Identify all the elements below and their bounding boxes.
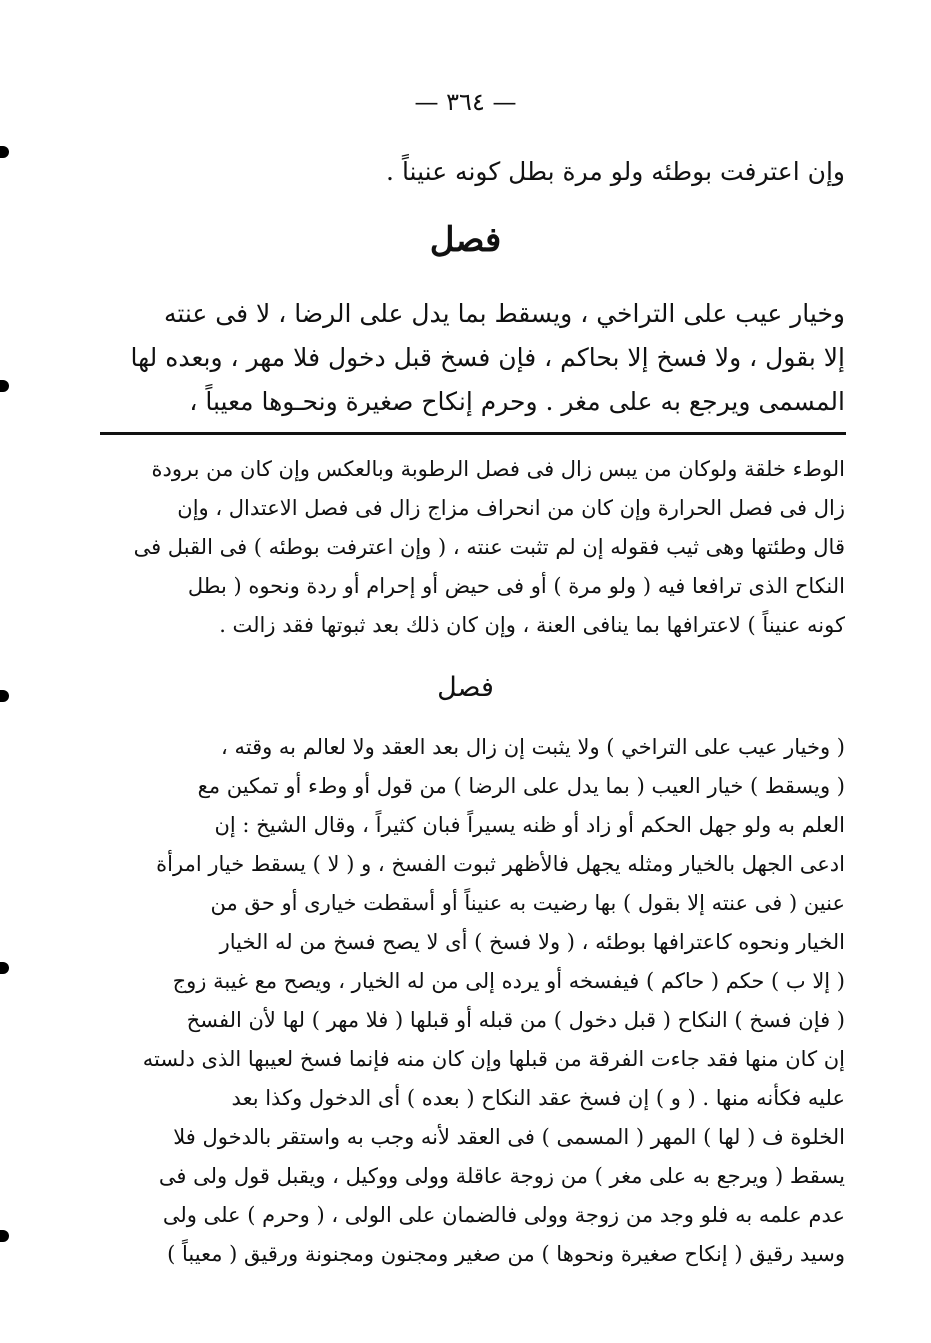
commentary-line: الخيار ونحوه كاعترافها بوطئه ، ( ولا فسخ ) أى لا يصح فسخ من له الخيار <box>219 930 845 954</box>
commentary-line: وسيد رقيق ( إنكاح صغيرة ونحوها ) من صغير ومجنون ومجنونة ورقيق ( معيباً ) <box>167 1242 845 1266</box>
commentary-block-1 <box>85 450 845 645</box>
commentary-line: ( إلا ب ) حكم ( حاكم ) فيفسخه أو يرده إلى من له الخيار ، ويصح مع غيبة زوج <box>172 969 845 993</box>
binding-edge-mark <box>0 146 9 158</box>
commentary-line: عدم علمه به فلو وجد من زوجة وولى فالضمان على الولى ، ( وحرم ) على ولى <box>162 1203 845 1227</box>
commentary-line: إن كان منها فقد جاءت الفرقة من قبلها وإن كان منه فإنما فسخ لعيبها الذى دلسته <box>142 1047 845 1071</box>
matn-top-line: وإن اعترفت بوطئه ولو مرة بطل كونه عنيناً . <box>386 157 845 186</box>
matn-line: وخيار عيب على التراخي ، ويسقط بما يدل على الرضا ، لا فى عنته <box>163 299 845 328</box>
section-heading-main: فصل <box>429 220 502 260</box>
binding-edge-mark <box>0 1230 9 1242</box>
commentary-line: زال فى فصل الحرارة وإن كان من انحراف مزاج زال فى فصل الاعتدال ، وإن <box>177 496 845 520</box>
commentary-line: ( فإن فسخ ) النكاح ( قبل دخول ) من قبله أو قبلها ( فلا مهر ) لها لأن الفسخ <box>186 1008 845 1032</box>
commentary-line: عنين ( فى عنته إلا بقول ) بها رضيت به عنيناً أو أسقطت خيارى أو حق من <box>210 891 845 915</box>
commentary-line: الوطء خلقة ولوكان من يبس زال فى فصل الرطوبة وبالعكس وإن كان من برودة <box>151 457 845 481</box>
commentary-line: ادعى الجهل بالخيار ومثله يجهل فالأظهر ثبوت الفسخ ، و ( لا ) يسقط خيار امرأة <box>156 852 845 876</box>
commentary-line: يسقط ( ويرجع به على مغر ) من زوجة عاقلة وولى ووكيل ، ويقبل قول ولى فى <box>158 1164 845 1188</box>
commentary-line: الخلوة ف ( لها ) المهر ( المسمى ) فى العقد لأنه وجب به واستقر بالدخول فلا <box>173 1125 845 1149</box>
commentary-line: ( وخيار عيب على التراخي ) ولا يثبت إن زال بعد العقد ولا لعالم به وقته ، <box>221 735 845 759</box>
commentary-line: قال وطئتها وهى ثيب فقوله إن لم تثبت عنته ، ( وإن اعترفت بوطئه ) فى القبل فى <box>133 535 845 559</box>
page-number: — ٣٦٤ — <box>414 88 517 116</box>
matn-text-block <box>85 292 845 424</box>
commentary-line: ( ويسقط ) خيار العيب ( بما يدل على الرضا ) من قول أو وطء أو تمكين مع <box>197 774 845 798</box>
matn-commentary-divider <box>100 432 846 435</box>
commentary-block-2 <box>85 728 845 1274</box>
matn-line: المسمى ويرجع به على مغر . وحرم إنكاح صغيرة ونحـوها معيباً ، <box>189 387 845 416</box>
commentary-line: النكاح الذى ترافعا فيه ( ولو مرة ) أو فى حيض أو إحرام أو ردة ونحوه ( بطل <box>187 574 845 598</box>
matn-line: إلا بقول ، ولا فسخ إلا بحاكم ، فإن فسخ قبل دخول فلا مهر ، وبعده لها <box>130 343 845 372</box>
binding-edge-mark <box>0 962 9 974</box>
section-heading-commentary: فصل <box>437 672 494 703</box>
commentary-line: كونه عنيناً ) لاعترافها بما ينافى العنة ، وإن كان ذلك بعد ثبوتها فقد زالت . <box>219 613 845 637</box>
commentary-line: عليه فكأنه منها . ( و ) إن فسخ عقد النكاح ( بعده ) أى الدخول وكذا بعد <box>231 1086 845 1110</box>
commentary-line: العلم به ولو جهل الحكم أو زاد أو ظنه يسيراً فبان كثيراً ، وقال الشيخ : إن <box>214 813 845 837</box>
binding-edge-mark <box>0 380 9 392</box>
